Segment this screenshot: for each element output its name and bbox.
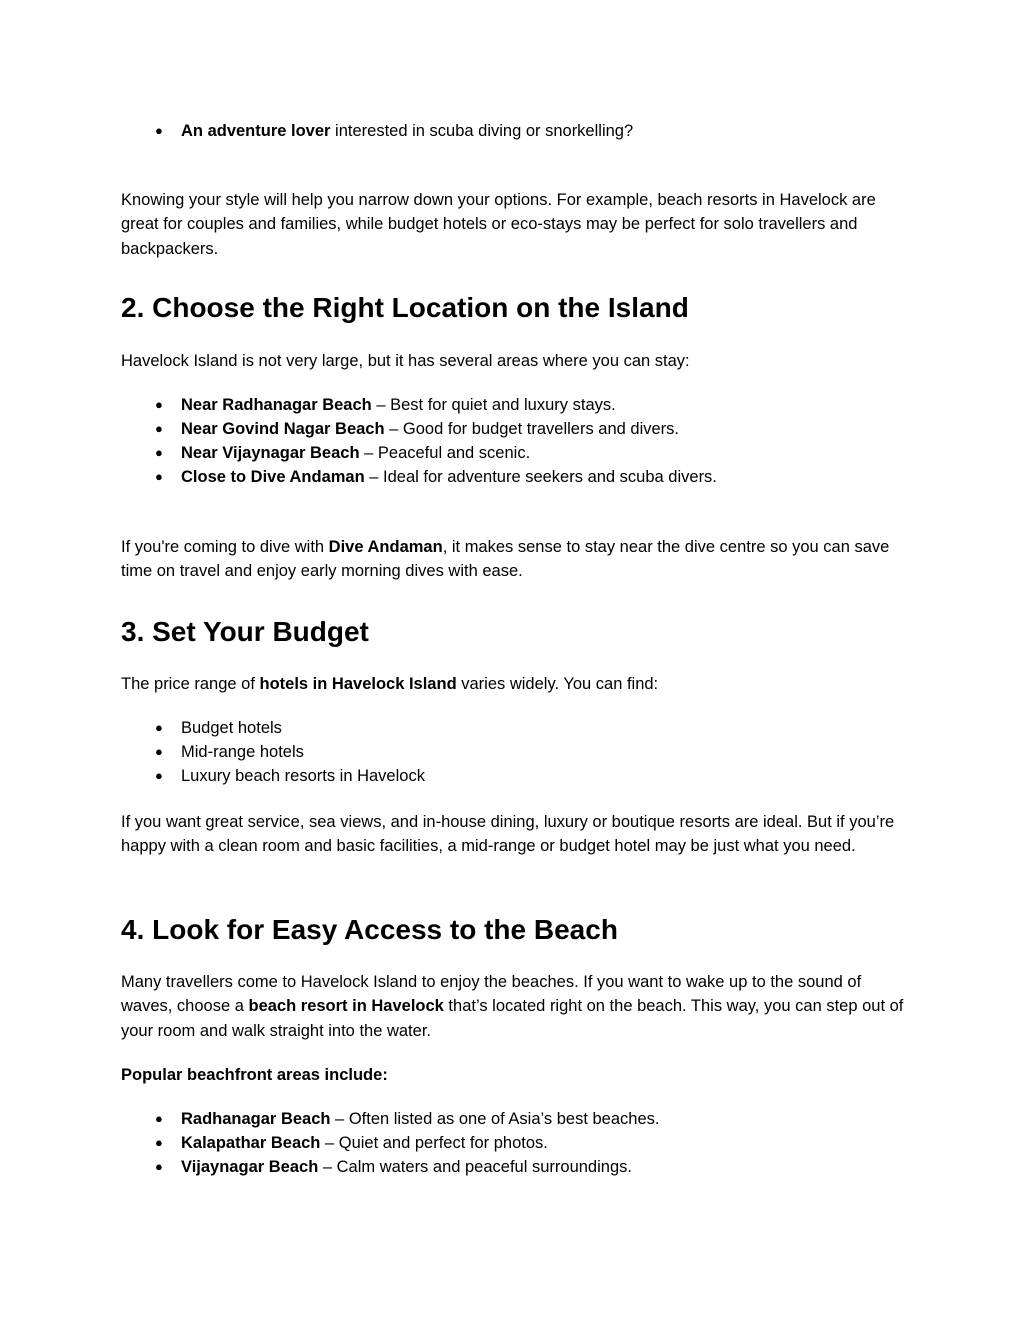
list-item-text	[181, 393, 616, 417]
bullet-icon: ●	[155, 720, 163, 735]
bullet-icon: ●	[155, 123, 163, 138]
list-item-rest: – Ideal for adventure seekers and scuba divers.	[364, 468, 717, 486]
list-item	[121, 764, 911, 788]
list-item-rest: – Calm waters and peaceful surroundings.	[318, 1158, 632, 1176]
list-item-text	[181, 1155, 632, 1179]
bullet-icon: ●	[155, 744, 163, 759]
section-heading: 4. Look for Easy Access to the Beach	[121, 914, 618, 945]
paragraph: The price range of hotels in Havelock Island varies widely. You can find:	[121, 675, 659, 693]
bullet-icon: ●	[155, 445, 163, 460]
list-item-rest: – Good for budget travellers and divers.	[384, 420, 679, 438]
list-item-text: Mid-range hotels	[181, 743, 304, 761]
bullet-icon: ●	[155, 1111, 163, 1126]
list-item-rest: – Often listed as one of Asia’s best beaches.	[330, 1110, 660, 1128]
list-item-bold: Close to Dive Andaman	[181, 468, 365, 486]
bullet-icon: ●	[155, 469, 163, 484]
list-item	[121, 441, 911, 465]
section-heading: 2. Choose the Right Location on the Island	[121, 292, 689, 323]
list-item-bold: An adventure lover	[181, 122, 331, 140]
list-item	[121, 1107, 911, 1131]
list-item-text: Luxury beach resorts in Havelock	[181, 767, 425, 785]
paragraph: If you want great service, sea views, and in-house dining, luxury or boutique resorts are ideal. But if you’re happy with a clean room and basic facilities, a mid-range or budget hotel may be just what you need.	[121, 813, 895, 856]
bullet-icon: ●	[155, 1159, 163, 1174]
list-item-bold: Vijaynagar Beach	[181, 1158, 319, 1176]
list-item-text	[181, 119, 633, 143]
list-item-bold: Near Vijaynagar Beach	[181, 444, 360, 462]
list-item-text	[181, 465, 717, 489]
list-item-text	[181, 1107, 659, 1131]
list-item	[121, 417, 911, 441]
list-item	[121, 1155, 911, 1179]
list-item-text	[181, 417, 679, 441]
list-item	[121, 465, 911, 489]
list-item-rest: – Best for quiet and luxury stays.	[371, 396, 616, 414]
list-item	[121, 740, 911, 764]
list-item-text: Budget hotels	[181, 719, 282, 737]
list-item	[121, 1131, 911, 1155]
list-item	[121, 393, 911, 417]
paragraph: Many travellers come to Havelock Island to enjoy the beaches. If you want to wake up to the sound of waves, choose a beach resort in Havelock that’s located right on the beach. This way, you can step out of your room and walk straight into the water.	[121, 973, 904, 1040]
list-item-rest: – Quiet and perfect for photos.	[320, 1134, 548, 1152]
list-item-bold: Radhanagar Beach	[181, 1110, 331, 1128]
paragraph-style: Knowing your style will help you narrow down your options. For example, beach resorts in Havelock are great for couples and families, while budget hotels or eco-stays may be perfect for solo travellers and backpackers.	[121, 191, 876, 258]
list-item-bold: Near Radhanagar Beach	[181, 396, 372, 414]
bullet-icon: ●	[155, 397, 163, 412]
list-item-bold: Near Govind Nagar Beach	[181, 420, 385, 438]
bullet-icon: ●	[155, 421, 163, 436]
list-item-bold: Kalapathar Beach	[181, 1134, 321, 1152]
list-item-rest: – Peaceful and scenic.	[359, 444, 531, 462]
list-item-text	[181, 1131, 548, 1155]
section-heading: 3. Set Your Budget	[121, 616, 369, 647]
bullet-icon: ●	[155, 1135, 163, 1150]
list-item	[121, 716, 911, 740]
list-item-rest: interested in scuba diving or snorkelling?	[330, 122, 634, 140]
list-item-text	[181, 441, 530, 465]
paragraph: Havelock Island is not very large, but it has several areas where you can stay:	[121, 352, 690, 370]
subheading: Popular beachfront areas include:	[121, 1066, 388, 1084]
list-item	[121, 119, 911, 143]
bullet-icon: ●	[155, 768, 163, 783]
paragraph: If you're coming to dive with Dive Andaman, it makes sense to stay near the dive centre so you can save time on travel and enjoy early morning dives with ease.	[121, 538, 890, 581]
